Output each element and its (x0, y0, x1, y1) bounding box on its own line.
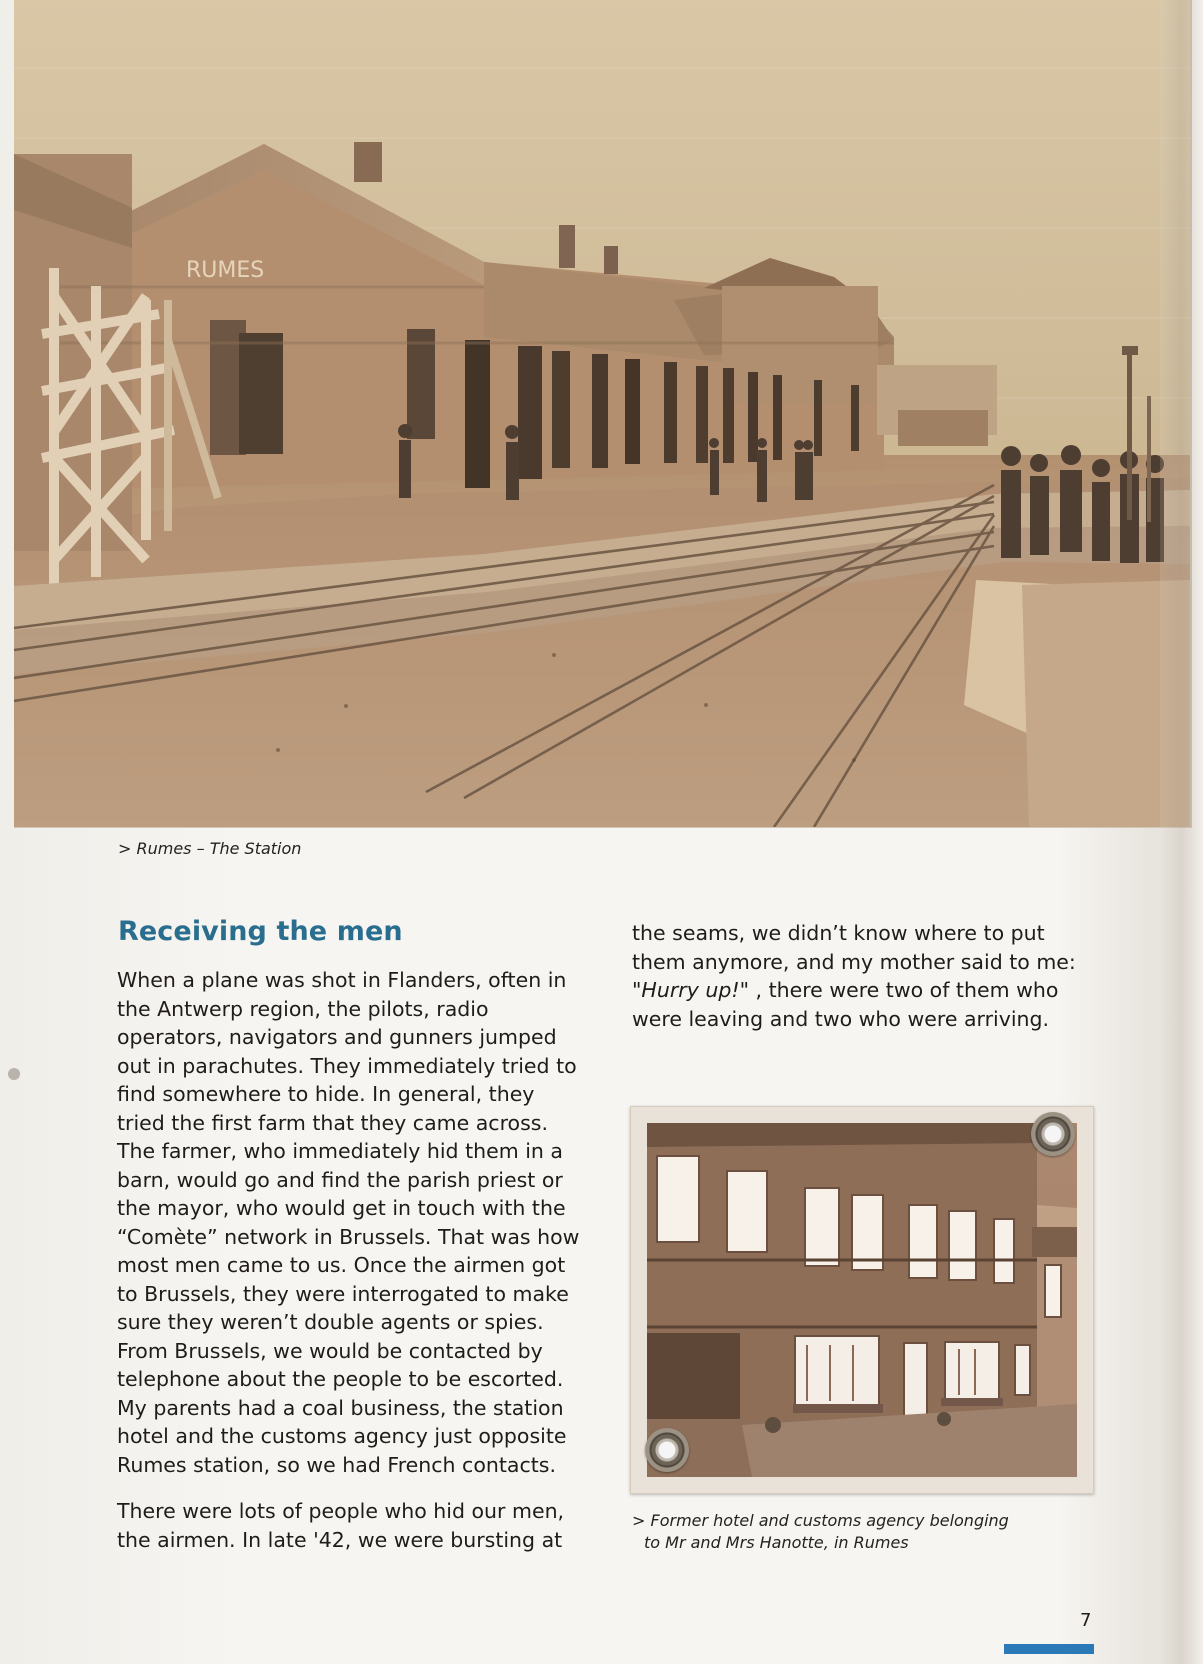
margin-mark-icon (8, 1068, 20, 1080)
station-photo-caption: > Rumes – The Station (118, 839, 302, 858)
left-paragraph-2: There were lots of people who hid our men, the airmen. In late '42, we were bursting at (117, 1499, 565, 1552)
hotel-caption-line-1: > Former hotel and customs agency belonging (632, 1511, 1009, 1530)
page-accent-bar (1004, 1644, 1094, 1654)
hotel-caption-line-2: to Mr and Mrs Hanotte, in Rumes (644, 1533, 909, 1552)
hotel-photo-caption (632, 1510, 1042, 1554)
right-paragraph (632, 919, 1100, 1033)
right-article-column (632, 919, 1100, 1049)
left-paragraph-1: When a plane was shot in Flanders, often in the Antwerp region, the pilots, radio operators, navigators and gunners jumped out in parachutes. They immediately tried to find somewhere to hide. In general, they tried the first farm that they came across. The farmer, who immediately hid them in a barn, would go and find the parish priest or the mayor, who would get in touch with the “Comète” network in Brussels. That was how most men came to us. Once the airmen got to Brussels, they were interrogated to make sure they weren’t double agents or spies. From Brussels, we would be contacted by telephone about the people to be escorted. My parents had a coal business, the station hotel and the customs agency just opposite Rumes station, so we had French contacts. (117, 968, 580, 1477)
left-article-column (117, 966, 585, 1570)
right-paragraph-start: the seams, we didn’t know where to put them anymore, and my mother said to me: (632, 921, 1076, 974)
grommet-bottom-left-icon (645, 1428, 689, 1472)
building-photo-icon (647, 1123, 1077, 1477)
page-number: 7 (1080, 1610, 1092, 1631)
hotel-photo-frame (630, 1106, 1094, 1494)
grommet-top-right-icon (1031, 1112, 1075, 1156)
right-paragraph-end: , there were two of them who were leaving and two who were arriving. (632, 978, 1059, 1031)
station-photo (14, 0, 1192, 828)
section-heading: Receiving the men (118, 916, 403, 947)
hurry-up-quote: "Hurry up!" (632, 978, 749, 1002)
svg-text:RUMES: RUMES (186, 258, 265, 283)
station-photo-icon (14, 0, 1190, 827)
